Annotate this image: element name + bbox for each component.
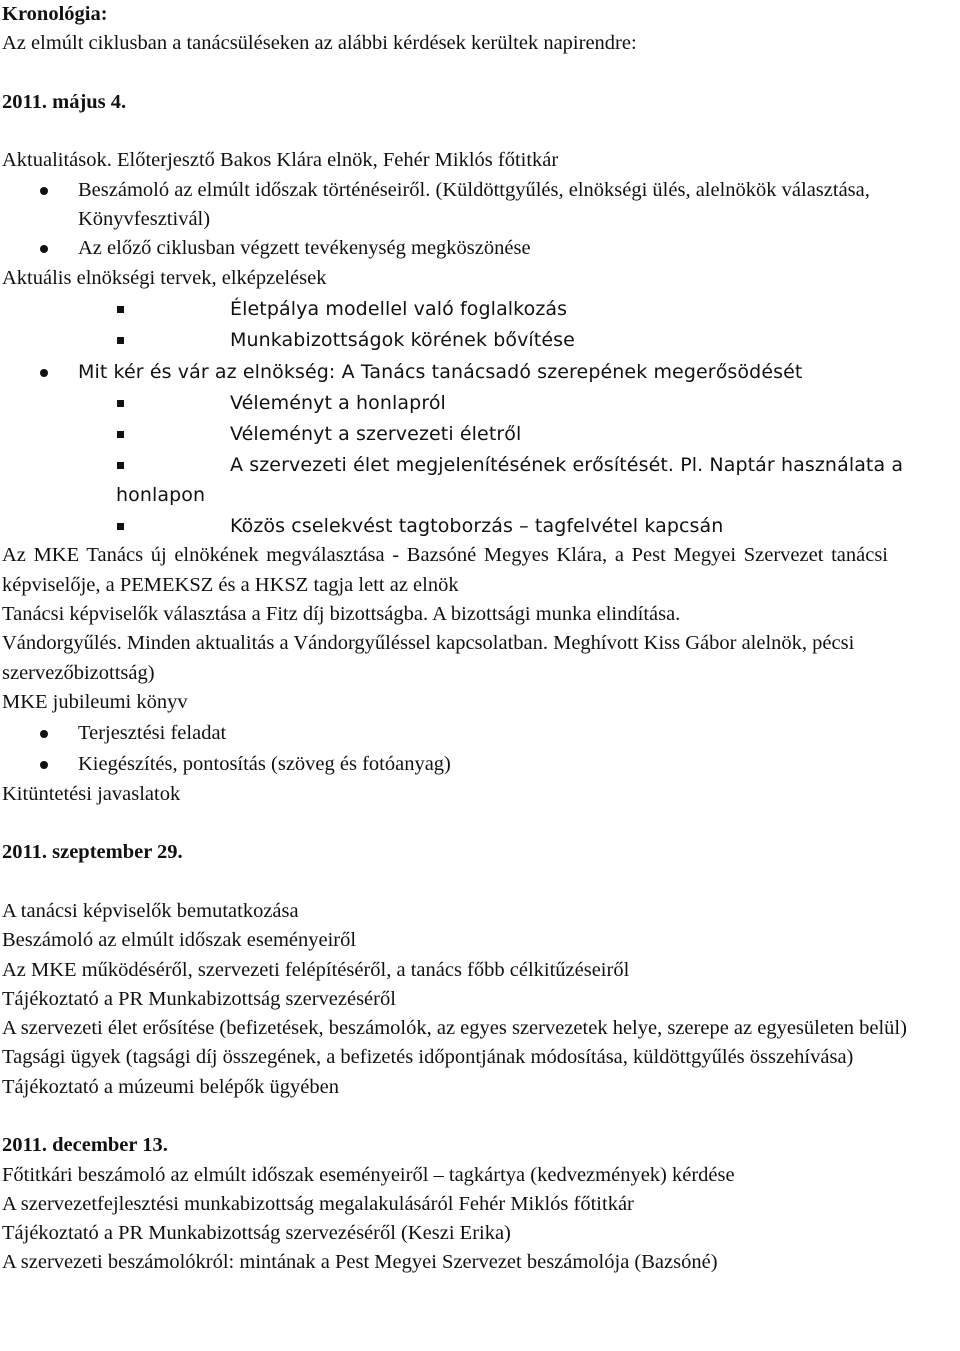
- spacer: [2, 868, 958, 897]
- bullet-text: Kiegészítés, pontosítás (szöveg és fotóanyag): [78, 753, 451, 776]
- intro-text: Az elmúlt ciklusban a tanácsüléseken az alábbi kérdések kerültek napirendre:: [2, 32, 637, 55]
- agenda-item: MKE jubileumi könyv: [2, 690, 188, 713]
- square-bullet-item: A szervezeti élet megjelenítésének erősítését. Pl. Naptár használata a honlapon: [2, 451, 958, 510]
- agenda-item: A szervezeti beszámolókról: mintának a Pest Megyei Szervezet beszámolója (Bazsóné): [2, 1251, 718, 1274]
- bullet-text: Beszámoló az elmúlt időszak történéseiről. (Küldöttgyűlés, elnökségi ülés, alelnökök választása, Könyvfesztivál): [78, 178, 870, 231]
- meeting-date: 2011. december 13.: [2, 1134, 168, 1157]
- square-bullet-item: Munkabizottságok körének bővítése: [2, 326, 958, 355]
- agenda-item: Tanácsi képviselők választása a Fitz díj bizottságba. A bizottsági munka elindítása.: [2, 602, 681, 625]
- bullet-item: [2, 719, 958, 748]
- meeting-date: 2011. május 4.: [2, 90, 127, 113]
- agenda-item: Beszámoló az elmúlt időszak eseményeiről: [2, 929, 357, 952]
- square-bullet-item: Véleményt a szervezeti életről: [2, 420, 958, 449]
- spacer: [2, 117, 958, 146]
- agenda-item: Aktuális elnökségi tervek, elképzelések: [2, 266, 327, 289]
- meeting-date: 2011. szeptember 29.: [2, 841, 183, 864]
- agenda-item: Aktualitások. Előterjesztő Bakos Klára elnök, Fehér Miklós főtitkár: [2, 149, 559, 172]
- bullet-text: Az előző ciklusban végzett tevékenység megköszönése: [78, 237, 531, 260]
- agenda-item: A szervezeti élet erősítése (befizetések, beszámolók, az egyes szervezetek helye, szerepe az egyesületen belül): [2, 1017, 907, 1040]
- square-bullet-item: Közös cselekvést tagtoborzás – tagfelvétel kapcsán: [2, 512, 958, 541]
- bullet-text: Terjesztési feladat: [78, 722, 227, 745]
- bullet-item: [2, 358, 958, 387]
- agenda-item: Tájékoztató a PR Munkabizottság szervezéséről: [2, 987, 396, 1010]
- square-bullet-item: Életpálya modellel való foglalkozás: [2, 295, 958, 324]
- agenda-item: Tájékoztató a PR Munkabizottság szervezéséről (Keszi Erika): [2, 1222, 511, 1245]
- agenda-item: Az MKE működéséről, szervezeti felépítéséről, a tanács főbb célkitűzéseiről: [2, 958, 630, 981]
- bullet-item: [2, 234, 958, 263]
- bullet-item: [2, 750, 958, 779]
- document-title: Kronológia:: [2, 3, 108, 25]
- agenda-item: A szervezetfejlesztési munkabizottság megalakulásáról Fehér Miklós főtitkár: [2, 1192, 634, 1215]
- agenda-item: Tagsági ügyek (tagsági díj összegének, a befizetés időpontjának módosítása, küldöttgyűlés összehívása): [2, 1046, 854, 1069]
- agenda-item: Kitüntetési javaslatok: [2, 782, 181, 805]
- agenda-item: Tájékoztató a múzeumi belépők ügyében: [2, 1075, 339, 1098]
- agenda-item: Vándorgyűlés. Minden aktualitás a Vándorgyűléssel kapcsolatban. Meghívott Kiss Gábor alelnök, pécsi szervezőbizottság): [2, 632, 855, 684]
- bullet-item: [2, 176, 958, 235]
- spacer: [2, 809, 958, 838]
- spacer: [2, 59, 958, 88]
- bullet-text: Mit kér és vár az elnökség: A Tanács tanácsadó szerepének megerősödését: [78, 360, 803, 383]
- agenda-item: A tanácsi képviselők bemutatkozása: [2, 899, 299, 922]
- agenda-item: Főtitkári beszámoló az elmúlt időszak eseményeiről – tagkártya (kedvezmények) kérdése: [2, 1163, 735, 1186]
- agenda-item: Az MKE Tanács új elnökének megválasztása - Bazsóné Megyes Klára, a Pest Megyei Szervezet tanácsi képviselője, a PEMEKSZ és a HKSZ tagja lett az elnök: [2, 544, 888, 596]
- square-bullet-item: Véleményt a honlapról: [2, 389, 958, 418]
- spacer: [2, 1102, 958, 1131]
